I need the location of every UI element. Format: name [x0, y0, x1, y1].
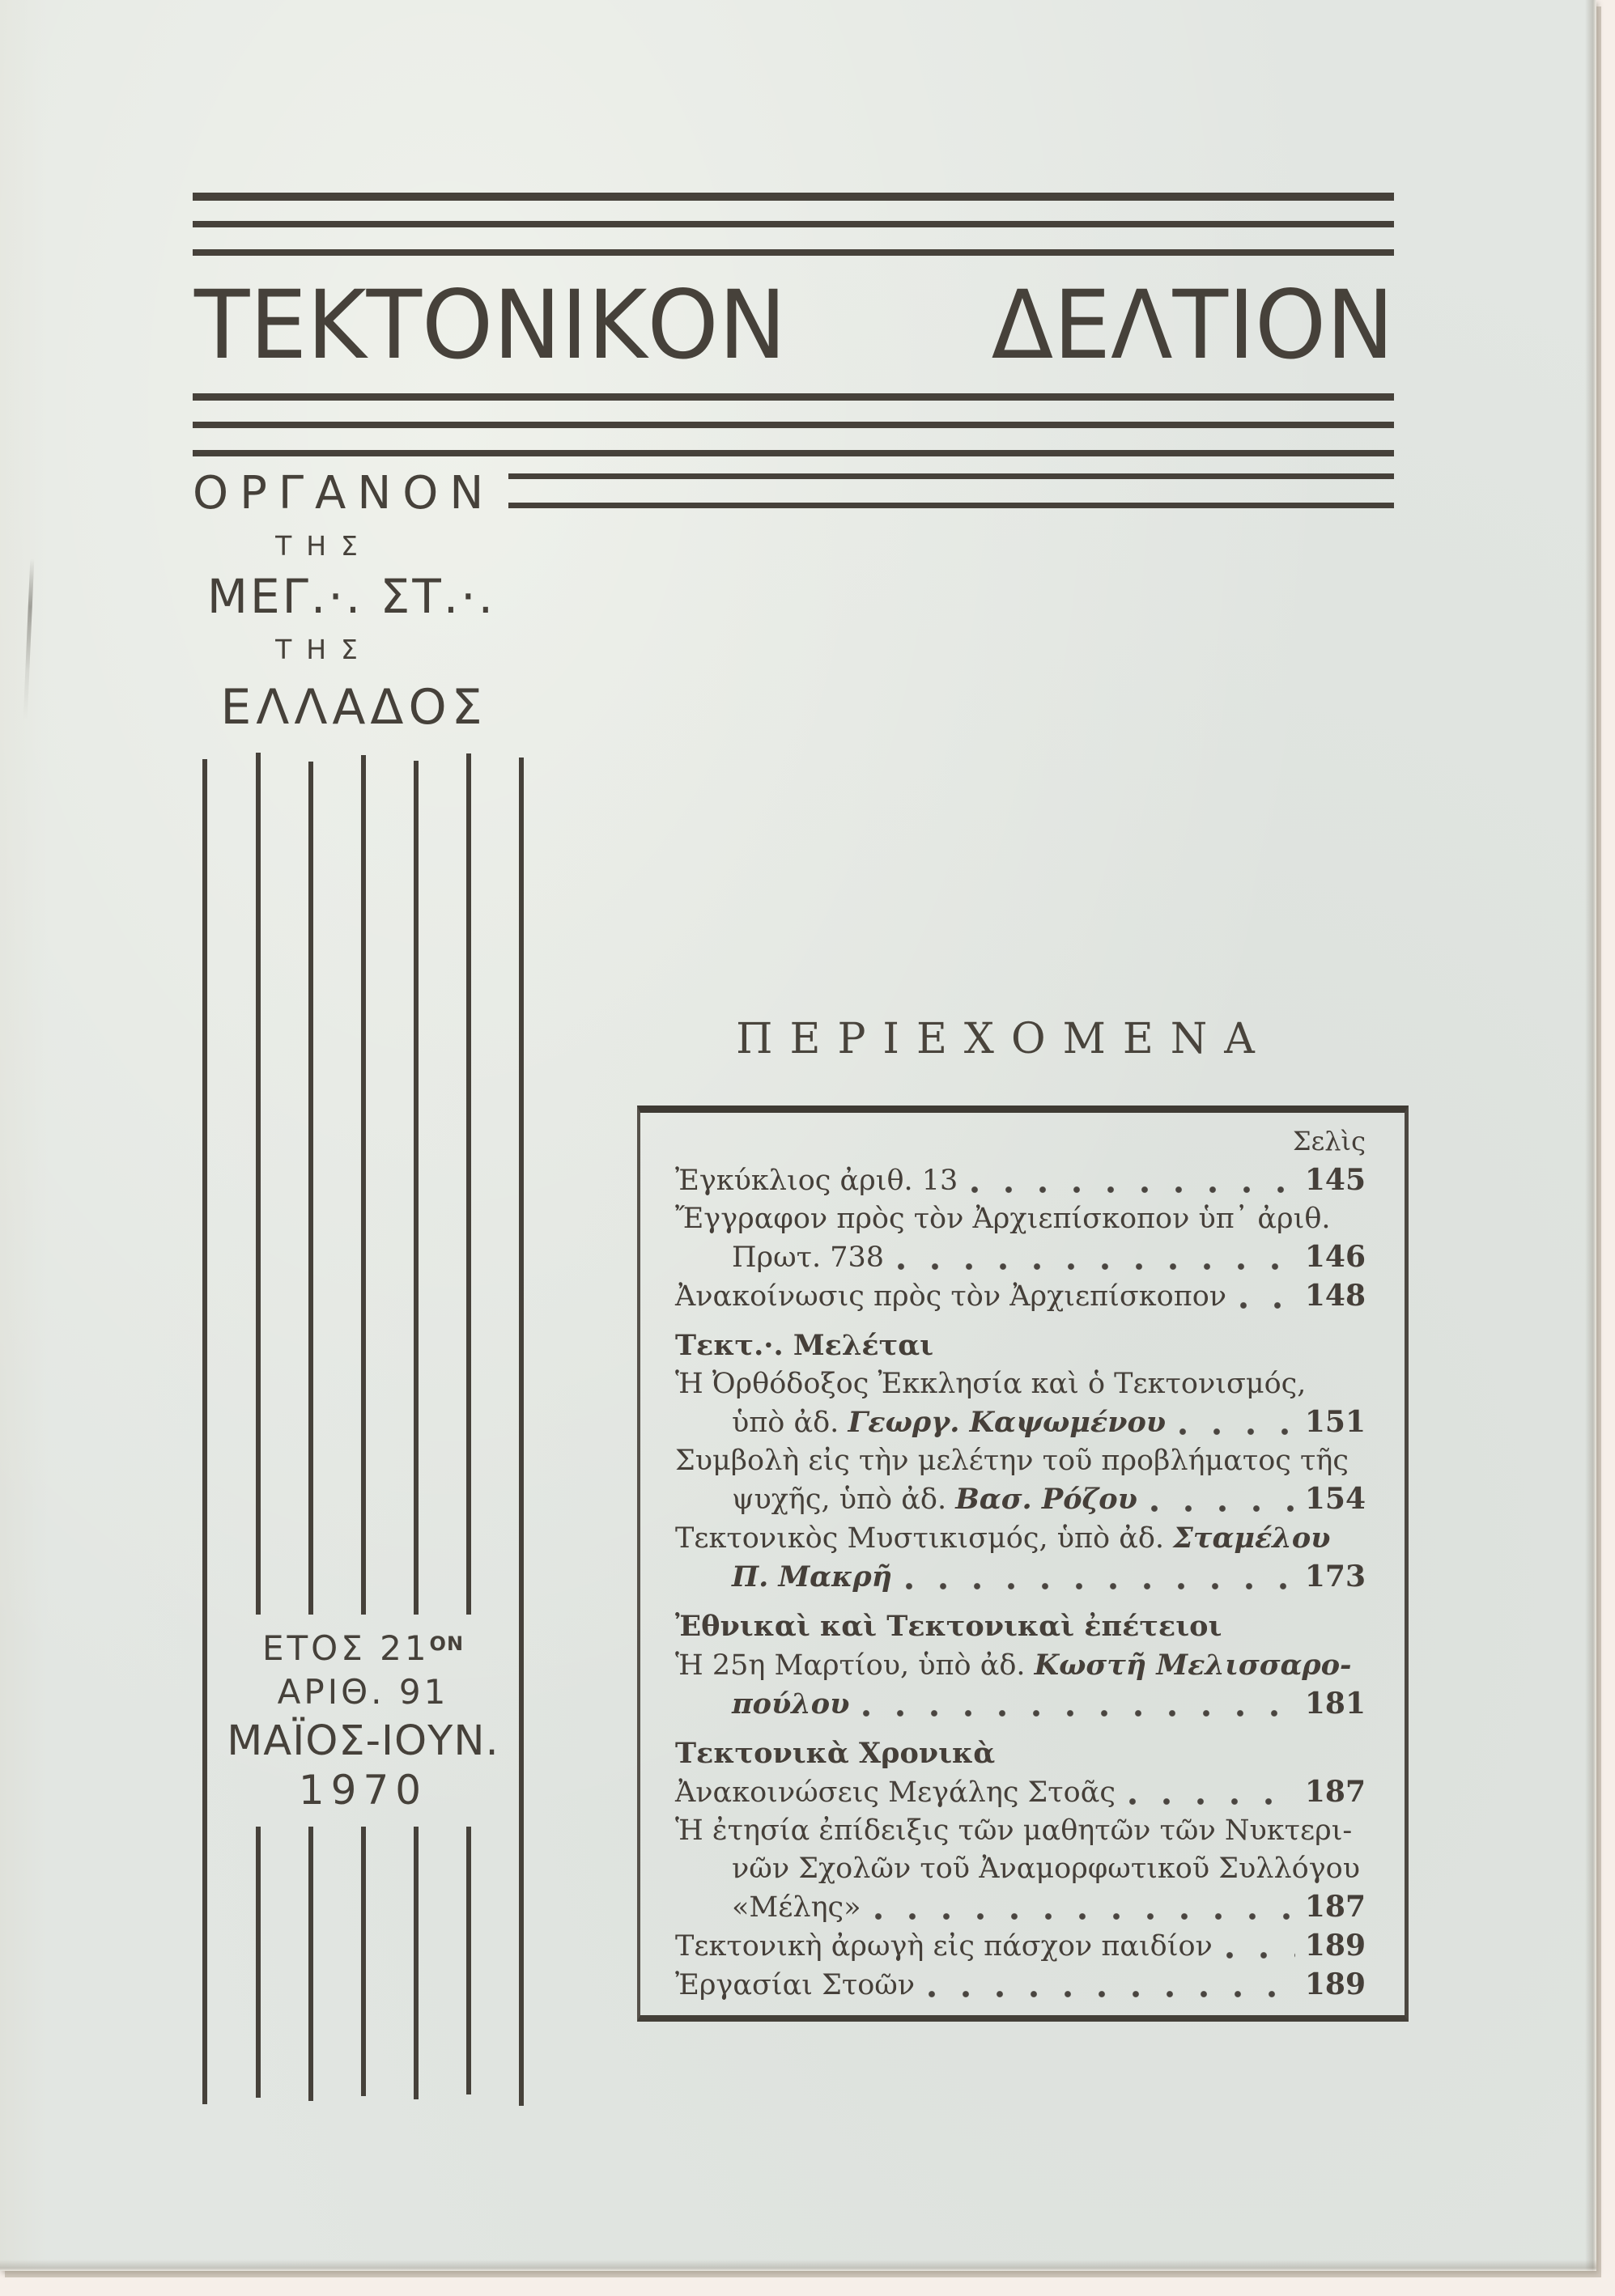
- vertical-rule: [519, 758, 524, 2106]
- page-column-label: Σελὶς: [1293, 1126, 1366, 1156]
- vertical-rule: [256, 1827, 261, 2098]
- toc-author-name: Σταμέλου: [1173, 1521, 1331, 1555]
- organ-line: ΤΗΣ: [275, 634, 372, 665]
- toc-entry-line: [675, 1480, 1366, 1519]
- toc-entry-text: [675, 1928, 1213, 1966]
- toc-text-segment: Ἐργασίαι Στοῶν: [675, 1969, 916, 2001]
- toc-entry-line: [675, 1966, 1366, 2005]
- toc-author-name: Κωστῆ Μελισσαρο-: [1034, 1649, 1352, 1682]
- vertical-rule: [308, 762, 313, 1615]
- toc-text-segment: νῶν Σχολῶν τοῦ Ἀναμορφωτικοῦ Συλλόγου: [732, 1853, 1360, 1885]
- toc-text-segment: Συμβολὴ εἰς τὴν μελέτην τοῦ προβλήματος τῆς: [675, 1445, 1349, 1477]
- issue-year-line: [202, 1627, 524, 1666]
- toc-entry-text: [675, 1200, 1331, 1238]
- toc-entry-line: [675, 1403, 1366, 1442]
- toc-author-name: Γεωργ. Καψωμένου: [848, 1406, 1167, 1439]
- organ-line: ΜΕΓ.·. ΣΤ.·.: [206, 569, 496, 624]
- toc-entry-line: [675, 1558, 1366, 1597]
- toc-entry-line: [675, 1238, 1366, 1277]
- toc-text-segment: Ἡ 25η Μαρτίου, ὑπὸ ἀδ.: [675, 1649, 1035, 1682]
- vertical-rule: [256, 753, 261, 1615]
- toc-entry-text: [675, 1812, 1352, 1850]
- toc-text-segment: Τεκτονικὸς Μυστικισμός, ὑπὸ ἀδ.: [675, 1522, 1174, 1555]
- toc-section-header: Ἐθνικαὶ καὶ Τεκτονικαὶ ἐπέτειοι: [675, 1610, 1222, 1643]
- toc-entry-text: [675, 1646, 1352, 1685]
- toc-entry-line: [675, 1365, 1366, 1403]
- vertical-rule: [466, 1827, 471, 2094]
- toc-entry-text: [675, 1365, 1306, 1403]
- toc-entry-text: [675, 1519, 1330, 1558]
- dots-leader: [1128, 1794, 1295, 1806]
- vertical-rule: [308, 1827, 313, 2101]
- toc-entry-text: [732, 1403, 1166, 1442]
- toc-section-header: Τεκτ.·. Μελέται: [675, 1329, 934, 1362]
- toc-entry-text: [732, 1558, 892, 1597]
- organ-line: ΟΡΓΑΝΟΝ: [193, 467, 495, 520]
- issue-period: ΜΑΪΟΣ-ΙΟΥΝ.: [227, 1717, 499, 1765]
- toc-entry-text: [675, 1278, 1226, 1316]
- journal-title-word1: ΤΕΚΤΟΝΙΚΟΝ: [194, 270, 787, 380]
- toc-text-segment: Ἀνακοινώσεις Μεγάλης Στοᾶς: [675, 1776, 1116, 1809]
- organ-side-rule: [508, 503, 1394, 508]
- toc-page-number: 154: [1304, 1482, 1366, 1516]
- masthead-rule: [193, 393, 1394, 401]
- toc-page-number: 187: [1304, 1775, 1366, 1809]
- vertical-rule: [414, 761, 419, 1615]
- toc-text-segment: Ἡ ἐτησία ἐπίδειξις τῶν μαθητῶν τῶν Νυκτερι-: [675, 1814, 1353, 1847]
- dots-leader: [897, 1259, 1295, 1271]
- toc-text-segment: ὑπὸ ἀδ.: [732, 1407, 848, 1439]
- vertical-rule: [202, 759, 207, 2104]
- toc-entry-line: [675, 1850, 1366, 1888]
- toc-entry-line: [675, 1685, 1366, 1724]
- journal-title: [194, 270, 1394, 380]
- issue-info: [202, 1627, 524, 1814]
- dots-leader: [862, 1706, 1294, 1717]
- masthead-rule: [193, 450, 1394, 456]
- toc-entry-text: [675, 1774, 1116, 1812]
- dots-leader: [874, 1909, 1295, 1920]
- toc-text-segment: Ἐγκύκλιος ἀριθ. 13: [675, 1165, 958, 1197]
- toc-text-segment: ψυχῆς, ὑπὸ ἀδ.: [732, 1483, 956, 1516]
- dots-leader: [1226, 1948, 1295, 1959]
- organ-line: ΤΗΣ: [275, 530, 372, 562]
- issue-number: ΑΡΙΘ. 91: [277, 1672, 449, 1712]
- toc-entry-line: [675, 1927, 1366, 1966]
- organ-side-rule: [508, 473, 1394, 479]
- toc-entry-text: [732, 1685, 849, 1724]
- masthead-rule: [193, 221, 1394, 227]
- page-edge-bottom: [0, 2260, 1596, 2271]
- toc-page-number: 151: [1304, 1405, 1366, 1439]
- vertical-rule: [361, 1827, 366, 2096]
- toc-text-segment: Ἀνακοίνωσις πρὸς τὸν Ἀρχιεπίσκοπον: [675, 1280, 1227, 1313]
- journal-title-word2: ΔΕΛΤΙΟΝ: [991, 270, 1394, 380]
- dots-leader: [971, 1182, 1295, 1194]
- vertical-rule: [414, 1827, 419, 2099]
- toc-page-number: 146: [1304, 1240, 1366, 1274]
- toc-page-number: 187: [1304, 1890, 1366, 1924]
- issue-year: 1970: [298, 1767, 428, 1814]
- toc-page-number: 145: [1304, 1163, 1366, 1197]
- toc-entry-line: [675, 1646, 1366, 1685]
- toc-text-segment: Πρωτ. 738: [732, 1241, 885, 1274]
- toc-page-number: 189: [1304, 1929, 1366, 1963]
- toc-entry-line: [675, 1277, 1366, 1316]
- contents-list: [675, 1161, 1366, 2005]
- contents-box: [637, 1106, 1409, 2022]
- toc-text-segment: «Μέλης»: [732, 1891, 861, 1924]
- issue-year-suffix: ΟΝ: [429, 1632, 465, 1655]
- contents-heading: ΠΕΡΙΕΧΟΜΕΝΑ: [736, 1015, 1272, 1063]
- toc-entry-text: [675, 1442, 1349, 1480]
- toc-page-number: 181: [1304, 1687, 1366, 1721]
- toc-entry-line: [675, 1773, 1366, 1812]
- dots-leader: [1150, 1501, 1295, 1513]
- toc-page-number: 173: [1304, 1560, 1366, 1594]
- toc-author-name: Βασ. Ρόζου: [955, 1483, 1137, 1516]
- toc-entry-line: [675, 1442, 1366, 1480]
- dots-leader: [928, 1987, 1295, 1998]
- toc-entry-text: [732, 1480, 1137, 1519]
- toc-entry-text: [675, 1967, 915, 2005]
- toc-text-segment: Τεκτονικὴ ἀρωγὴ εἰς πάσχον παιδίον: [675, 1930, 1213, 1963]
- dots-leader: [905, 1579, 1295, 1590]
- masthead-rule: [193, 249, 1394, 256]
- toc-page-number: 148: [1304, 1279, 1366, 1313]
- masthead-rule: [193, 193, 1394, 201]
- toc-entry-text: [732, 1850, 1360, 1888]
- toc-entry-text: [732, 1239, 884, 1277]
- toc-section-header: Τεκτονικὰ Χρονικὰ: [675, 1737, 996, 1770]
- dots-leader: [1179, 1424, 1295, 1436]
- toc-entry-line: [675, 1888, 1366, 1927]
- toc-entry-line: [675, 1812, 1366, 1850]
- toc-text-segment: Ἡ Ὀρθόδοξος Ἐκκλησία καὶ ὁ Τεκτονισμός,: [675, 1368, 1307, 1400]
- toc-entry-line: [675, 1200, 1366, 1238]
- masthead-rule: [193, 422, 1394, 428]
- toc-entry-line: [675, 1161, 1366, 1200]
- toc-entry-line: [675, 1519, 1366, 1558]
- vertical-rule: [466, 753, 471, 1615]
- vertical-rule: [361, 755, 366, 1615]
- toc-page-number: 189: [1304, 1967, 1366, 2001]
- toc-entry-text: [675, 1162, 958, 1200]
- issue-year-label: ΕΤΟΣ 21: [261, 1628, 430, 1668]
- toc-text-segment: Ἔγγραφον πρὸς τὸν Ἀρχιεπίσκοπον ὑπ᾽ ἀριθ.: [675, 1203, 1331, 1235]
- page-edge-right: [1585, 0, 1596, 2271]
- toc-entry-text: [732, 1889, 861, 1927]
- toc-author-name: Π. Μακρῆ: [732, 1560, 893, 1594]
- organ-line: ΕΛΛΑΔΟΣ: [220, 679, 487, 736]
- toc-author-name: πούλου: [732, 1687, 850, 1721]
- dots-leader: [1239, 1298, 1295, 1309]
